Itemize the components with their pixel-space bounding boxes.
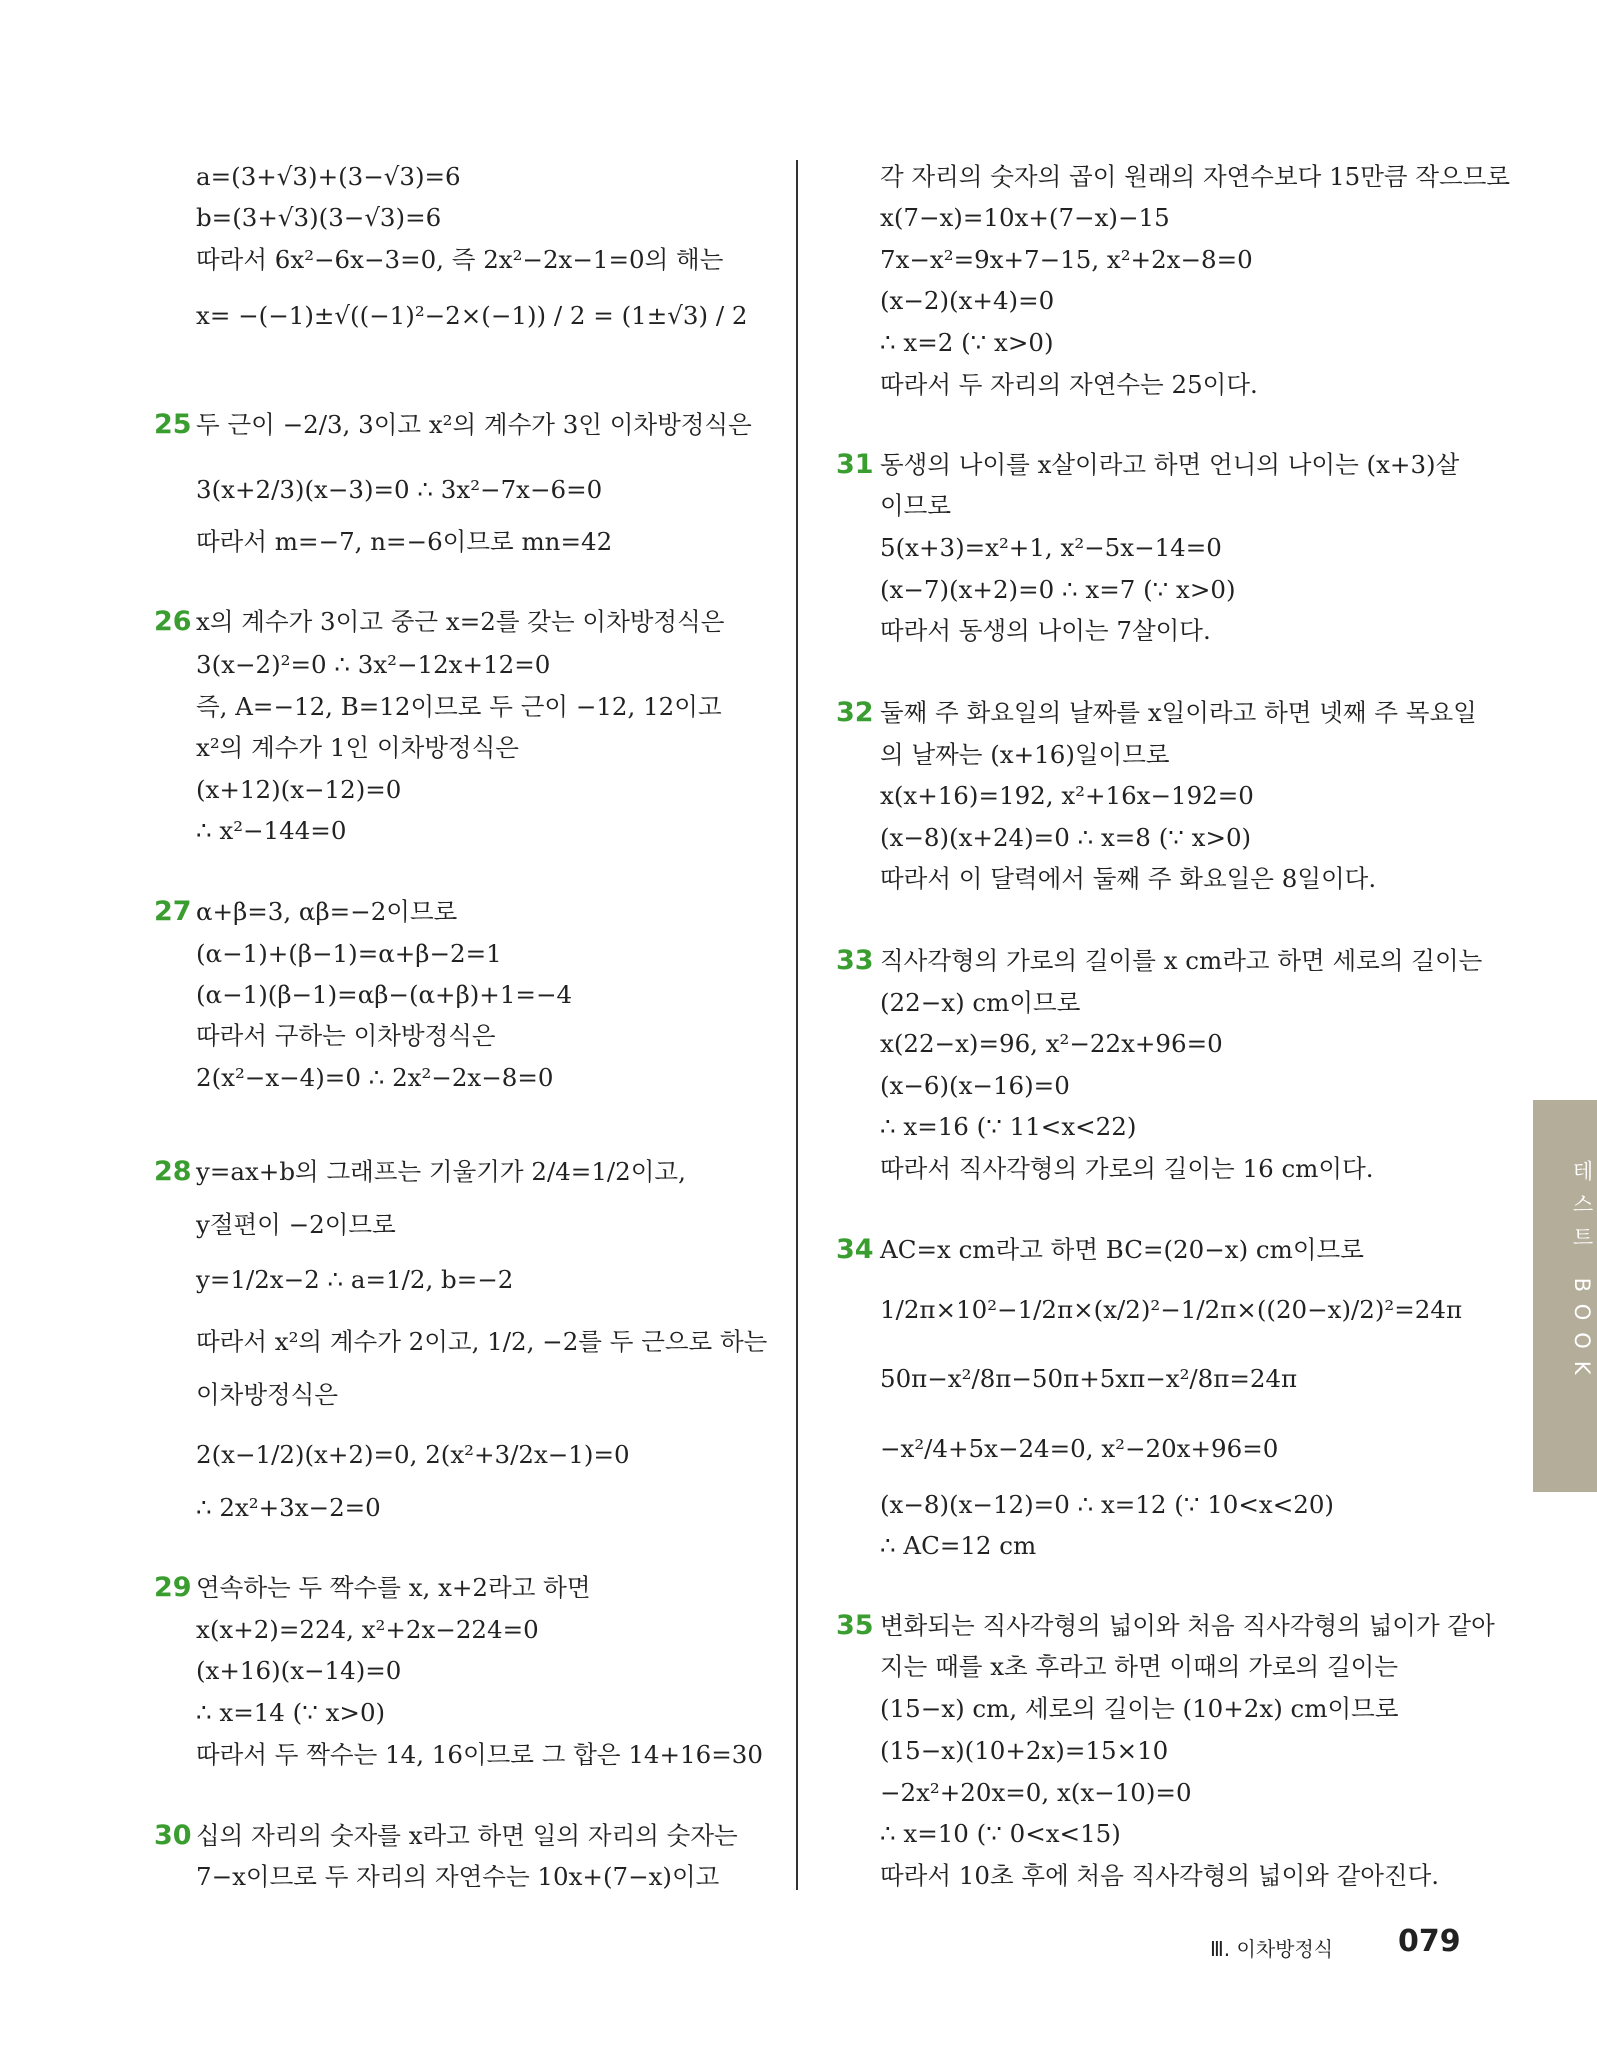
text-line: 1/2π×10²−1/2π×(x/2)²−1/2π×((20−x)/2)²=24π <box>880 1295 1463 1324</box>
text-line: 따라서 구하는 이차방정식은 <box>196 1021 496 1050</box>
side-tab-label: 테스트 BOOK <box>1570 1160 1594 1387</box>
text-line: (x+16)(x−14)=0 <box>196 1656 402 1685</box>
text-line: (x−8)(x−12)=0 ∴ x=12 (∵ 10<x<20) <box>880 1490 1334 1519</box>
problem-number: 30 <box>154 1820 192 1851</box>
text-line: 이므로 <box>880 491 952 520</box>
text-line: 5(x+3)=x²+1, x²−5x−14=0 <box>880 533 1222 562</box>
problem-number: 32 <box>836 697 874 728</box>
text-line: (x−7)(x+2)=0 ∴ x=7 (∵ x>0) <box>880 575 1236 604</box>
text-line: (22−x) cm이므로 <box>880 988 1081 1017</box>
text-line: 7−x이므로 두 자리의 자연수는 10x+(7−x)이고 <box>196 1862 720 1891</box>
text-line: (α−1)(β−1)=αβ−(α+β)+1=−4 <box>196 980 573 1009</box>
problem-number: 26 <box>154 606 192 637</box>
text-line: 3(x−2)²=0 ∴ 3x²−12x+12=0 <box>196 650 551 679</box>
text-line: (x−6)(x−16)=0 <box>880 1071 1070 1100</box>
text-line: 50π−x²/8π−50π+5xπ−x²/8π=24π <box>880 1364 1298 1393</box>
text-line: (15−x)(10+2x)=15×10 <box>880 1736 1169 1765</box>
text-line: 2(x−1/2)(x+2)=0, 2(x²+3/2x−1)=0 <box>196 1440 630 1469</box>
text-line: x(x+16)=192, x²+16x−192=0 <box>880 781 1254 810</box>
problem-number: 35 <box>836 1610 874 1641</box>
text-line: (x−2)(x+4)=0 <box>880 286 1055 315</box>
text-line: 변화되는 직사각형의 넓이와 처음 직사각형의 넓이가 같아 <box>880 1611 1495 1640</box>
text-line: x²의 계수가 1인 이차방정식은 <box>196 733 519 762</box>
text-line: 따라서 이 달력에서 둘째 주 화요일은 8일이다. <box>880 864 1377 893</box>
side-tab <box>1533 1100 1597 1492</box>
footer-chapter: Ⅲ. 이차방정식 <box>1210 1937 1334 1961</box>
text-line: 연속하는 두 짝수를 x, x+2라고 하면 <box>196 1573 591 1602</box>
text-line: 따라서 두 짝수는 14, 16이므로 그 합은 14+16=30 <box>196 1740 763 1769</box>
text-line: ∴ x=14 (∵ x>0) <box>196 1698 386 1727</box>
text-line: 십의 자리의 숫자를 x라고 하면 일의 자리의 숫자는 <box>196 1821 738 1850</box>
text-line: 따라서 6x²−6x−3=0, 즉 2x²−2x−1=0의 해는 <box>196 245 724 274</box>
text-line: a=(3+√3)+(3−√3)=6 <box>196 162 461 191</box>
text-line: ∴ x=2 (∵ x>0) <box>880 328 1054 357</box>
text-line: 두 근이 −2/3, 3이고 x²의 계수가 3인 이차방정식은 <box>196 410 752 439</box>
text-line: (15−x) cm, 세로의 길이는 (10+2x) cm이므로 <box>880 1694 1399 1723</box>
text-line: 따라서 직사각형의 가로의 길이는 16 cm이다. <box>880 1154 1374 1183</box>
text-line: b=(3+√3)(3−√3)=6 <box>196 203 442 232</box>
text-line: 이차방정식은 <box>196 1380 339 1409</box>
text-line: y=ax+b의 그래프는 기울기가 2/4=1/2이고, <box>196 1157 686 1186</box>
text-line: 따라서 x²의 계수가 2이고, 1/2, −2를 두 근으로 하는 <box>196 1327 768 1356</box>
text-line: α+β=3, αβ=−2이므로 <box>196 897 458 926</box>
text-line: 따라서 10초 후에 처음 직사각형의 넓이와 같아진다. <box>880 1861 1440 1890</box>
text-line: −x²/4+5x−24=0, x²−20x+96=0 <box>880 1434 1279 1463</box>
text-line: (α−1)+(β−1)=α+β−2=1 <box>196 939 502 968</box>
text-line: 즉, A=−12, B=12이므로 두 근이 −12, 12이고 <box>196 692 722 721</box>
problem-number: 25 <box>154 409 192 440</box>
text-line: ∴ x=10 (∵ 0<x<15) <box>880 1819 1121 1848</box>
text-line: 직사각형의 가로의 길이를 x cm라고 하면 세로의 길이는 <box>880 946 1483 975</box>
text-line: AC=x cm라고 하면 BC=(20−x) cm이므로 <box>880 1235 1364 1264</box>
page-number: 079 <box>1398 1924 1461 1959</box>
text-line: 각 자리의 숫자의 곱이 원래의 자연수보다 15만큼 작으므로 <box>880 162 1511 191</box>
text-line: x(22−x)=96, x²−22x+96=0 <box>880 1029 1223 1058</box>
text-line: ∴ x=16 (∵ 11<x<22) <box>880 1112 1137 1141</box>
problem-number: 28 <box>154 1156 192 1187</box>
problem-number: 29 <box>154 1572 192 1603</box>
text-line: x(x+2)=224, x²+2x−224=0 <box>196 1615 539 1644</box>
text-line: 7x−x²=9x+7−15, x²+2x−8=0 <box>880 245 1253 274</box>
text-line: 3(x+2/3)(x−3)=0 ∴ 3x²−7x−6=0 <box>196 475 603 504</box>
text-line: ∴ x²−144=0 <box>196 816 347 845</box>
text-line: x(7−x)=10x+(7−x)−15 <box>880 203 1170 232</box>
text-line: x= −(−1)±√((−1)²−2×(−1)) / 2 = (1±√3) / 2 <box>196 301 748 330</box>
text-line: −2x²+20x=0, x(x−10)=0 <box>880 1778 1192 1807</box>
problem-number: 34 <box>836 1234 874 1265</box>
text-line: 지는 때를 x초 후라고 하면 이때의 가로의 길이는 <box>880 1652 1399 1681</box>
text-line: 2(x²−x−4)=0 ∴ 2x²−2x−8=0 <box>196 1063 554 1092</box>
text-line: 따라서 동생의 나이는 7살이다. <box>880 616 1211 645</box>
text-line: ∴ AC=12 cm <box>880 1531 1037 1560</box>
text-line: y절편이 −2이므로 <box>196 1210 396 1239</box>
text-line: 의 날짜는 (x+16)일이므로 <box>880 740 1170 769</box>
text-line: x의 계수가 3이고 중근 x=2를 갖는 이차방정식은 <box>196 607 725 636</box>
text-line: 따라서 두 자리의 자연수는 25이다. <box>880 370 1258 399</box>
text-line: (x+12)(x−12)=0 <box>196 775 402 804</box>
problem-number: 31 <box>836 449 874 480</box>
text-line: 따라서 m=−7, n=−6이므로 mn=42 <box>196 527 613 556</box>
text-line: (x−8)(x+24)=0 ∴ x=8 (∵ x>0) <box>880 823 1252 852</box>
text-line: ∴ 2x²+3x−2=0 <box>196 1493 381 1522</box>
text-line: 동생의 나이를 x살이라고 하면 언니의 나이는 (x+3)살 <box>880 450 1460 479</box>
text-line: 둘째 주 화요일의 날짜를 x일이라고 하면 넷째 주 목요일 <box>880 698 1477 727</box>
problem-number: 27 <box>154 896 192 927</box>
problem-number: 33 <box>836 945 874 976</box>
column-divider <box>796 160 798 1890</box>
text-line: y=1/2x−2 ∴ a=1/2, b=−2 <box>196 1265 514 1294</box>
